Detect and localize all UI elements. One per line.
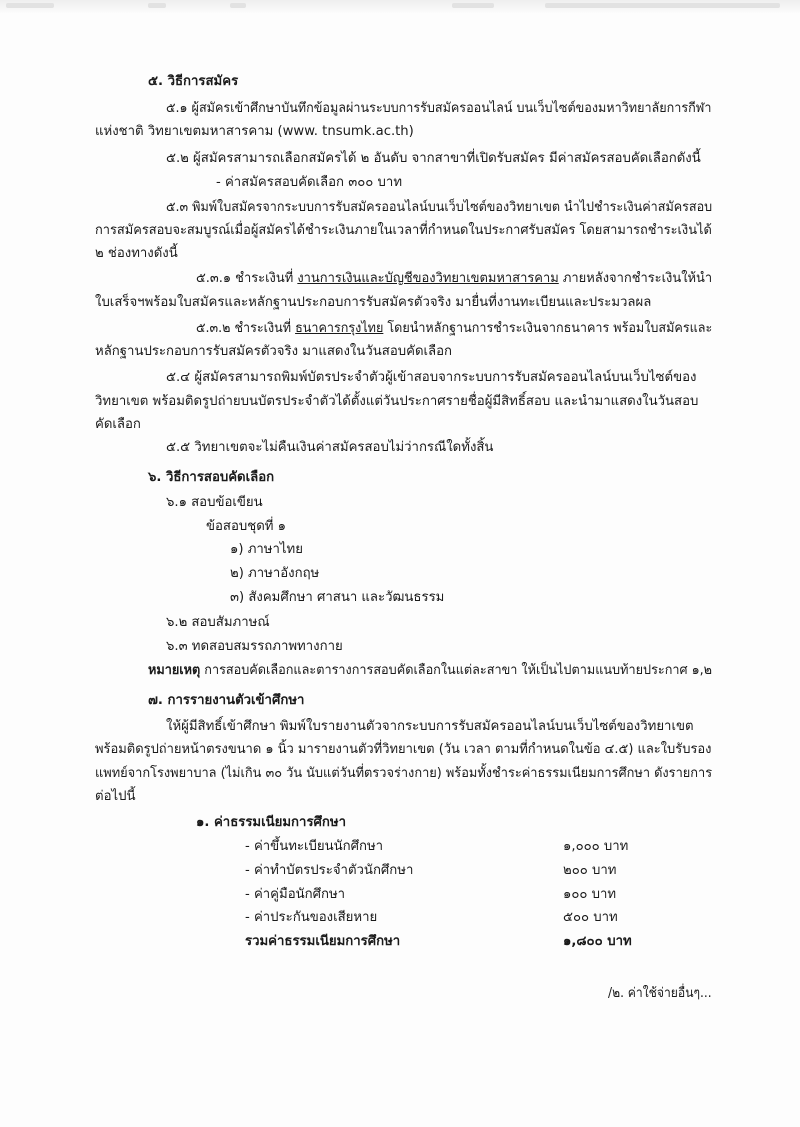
fee-amount: ๑,๐๐๐ บาท — [563, 839, 629, 854]
section5-3-2-prefix: ๕.๓.๒ ชำระเงินที่ — [196, 321, 296, 336]
fee-amount: ๒๐๐ บาท — [563, 863, 617, 878]
fee-label: - ค่าขึ้นทะเบียนนักศึกษา — [245, 839, 384, 854]
continuation-note: /๒. ค่าใช้จ่ายอื่นๆ... — [608, 986, 712, 1001]
section7-para-line1: ให้ผู้มีสิทธิ์เข้าศึกษา พิมพ์ใบรายงานตัวจากระบบการรับสมัครออนไลน์บนเว็บไซต์ของวิทยาเขต — [166, 719, 694, 734]
fee-total-amount: ๑,๘๐๐ บาท — [563, 934, 632, 949]
scan-header-strip — [0, 0, 800, 14]
section5-heading: ๕. วิธีการสมัคร — [148, 74, 239, 89]
fee-label: - ค่าประกันของเสียหาย — [245, 910, 378, 925]
note-label: หมายเหตุ — [148, 663, 201, 678]
fee-label: - ค่าทำบัตรประจำตัวนักศึกษา — [245, 863, 414, 878]
section5-5: ๕.๕ วิทยาเขตจะไม่คืนเงินค่าสมัครสอบไม่ว่ากรณีใดทั้งสิ้น — [166, 440, 494, 455]
note-line — [148, 662, 712, 680]
section5-3-1-prefix: ๕.๓.๑ ชำระเงินที่ — [196, 271, 298, 286]
section5-3-1-line2: ใบเสร็จฯพร้อมใบสมัครและหลักฐานประกอบการรับสมัครตัวจริง มายื่นที่งานทะเบียนและประมวลผล — [95, 295, 652, 310]
section7-para-line4: ต่อไปนี้ — [95, 789, 136, 804]
section5-2-line1: ๕.๒ ผู้สมัครสามารถเลือกสมัครได้ ๒ อันดับ จากสาขาที่เปิดรับสมัคร มีค่าสมัครสอบคัดเลือกดังนี้ — [166, 151, 701, 166]
section5-3-2-line1 — [196, 320, 712, 338]
fee-heading: ๑. ค่าธรรมเนียมการศึกษา — [196, 815, 346, 830]
fee-label: - ค่าคู่มือนักศึกษา — [245, 887, 346, 902]
section5-1-line1: ๕.๑ ผู้สมัครเข้าศึกษาบันทึกข้อมูลผ่านระบบการรับสมัครออนไลน์ บนเว็บไซต์ของมหาวิทยาลัยการกีฬา — [166, 101, 712, 116]
fee-amount: ๕๐๐ บาท — [563, 910, 618, 925]
section6-2: ๖.๒ สอบสัมภาษณ์ — [166, 615, 270, 630]
finance-office-underlined: งานการเงินและบัญชีของวิทยาเขตมหาสารคาม — [297, 271, 559, 286]
section6-heading: ๖. วิธีการสอบคัดเลือก — [148, 470, 275, 485]
subject-english: ๒) ภาษาอังกฤษ — [230, 566, 320, 581]
fee-total-label: รวมค่าธรรมเนียมการศึกษา — [245, 934, 401, 949]
section5-3-2-suffix: โดยนำหลักฐานการชำระเงินจากธนาคาร พร้อมใบสมัครและ — [383, 321, 713, 336]
section5-3-2-line2: หลักฐานประกอบการรับสมัครตัวจริง มาแสดงในวันสอบคัดเลือก — [95, 344, 452, 359]
section5-4-line3: คัดเลือก — [95, 417, 141, 432]
section5-3-1-line1 — [196, 270, 712, 288]
section5-3-line3: ๒ ช่องทางดังนี้ — [95, 246, 178, 261]
exam-set: ข้อสอบชุดที่ ๑ — [206, 519, 287, 534]
krungthai-bank-underlined: ธนาคารกรุงไทย — [295, 321, 384, 336]
section7-para-line2: พร้อมติดรูปถ่ายหน้าตรงขนาด ๑ นิ้ว มารายงานตัวที่วิทยาเขต (วัน เวลา ตามที่กำหนดในข้อ ๔.๕) และใบรับรอง — [95, 742, 712, 757]
section7-heading: ๗. การรายงานตัวเข้าศึกษา — [148, 693, 305, 708]
section5-4-line1: ๕.๔ ผู้สมัครสามารถพิมพ์บัตรประจำตัวผู้เข้าสอบจากระบบการรับสมัครออนไลน์บนเว็บไซต์ของ — [166, 370, 697, 385]
section5-4-line2: วิทยาเขต พร้อมติดรูปถ่ายบนบัตรประจำตัวได้ตั้งแต่วันประกาศรายชื่อผู้มีสิทธิ์สอบ และนำมาแสดงในวันสอบ — [95, 394, 699, 409]
section6-3: ๖.๓ ทดสอบสมรรถภาพทางกาย — [166, 639, 343, 654]
note-text: การสอบคัดเลือกและตารางการสอบคัดเลือกในแต่ละสาขา ให้เป็นไปตามแนบท้ายประกาศ ๑,๒ — [200, 663, 713, 678]
fee-amount: ๑๐๐ บาท — [563, 887, 617, 902]
section5-3-1-suffix: ภายหลังจากชำระเงินให้นำ — [558, 271, 713, 286]
section7-para-line3: แพทย์จากโรงพยาบาล (ไม่เกิน ๓๐ วัน นับแต่วันที่ตรวจร่างกาย) พร้อมทั้งชำระค่าธรรมเนียมการศึกษา ดังรายการ — [95, 766, 713, 781]
section5-1-line2: แห่งชาติ วิทยาเขตมหาสารคาม (www. tnsumk.ac.th) — [95, 124, 414, 139]
subject-social: ๓) สังคมศึกษา ศาสนา และวัฒนธรรม — [230, 590, 445, 605]
subject-thai: ๑) ภาษาไทย — [230, 542, 303, 557]
section5-2-fee: - ค่าสมัครสอบคัดเลือก ๓๐๐ บาท — [216, 175, 403, 190]
section5-3-line1: ๕.๓ พิมพ์ใบสมัครจากระบบการรับสมัครออนไลน์บนเว็บไซต์ของวิทยาเขต นำไปชำระเงินค่าสมัครสอบ — [166, 200, 713, 215]
section5-3-line2: การสมัครสอบจะสมบูรณ์เมื่อผู้สมัครได้ชำระเงินภายในเวลาที่กำหนดในประกาศรับสมัคร โดยสามารถชำระเงินได้ — [95, 223, 712, 238]
section6-1: ๖.๑ สอบข้อเขียน — [166, 495, 263, 510]
